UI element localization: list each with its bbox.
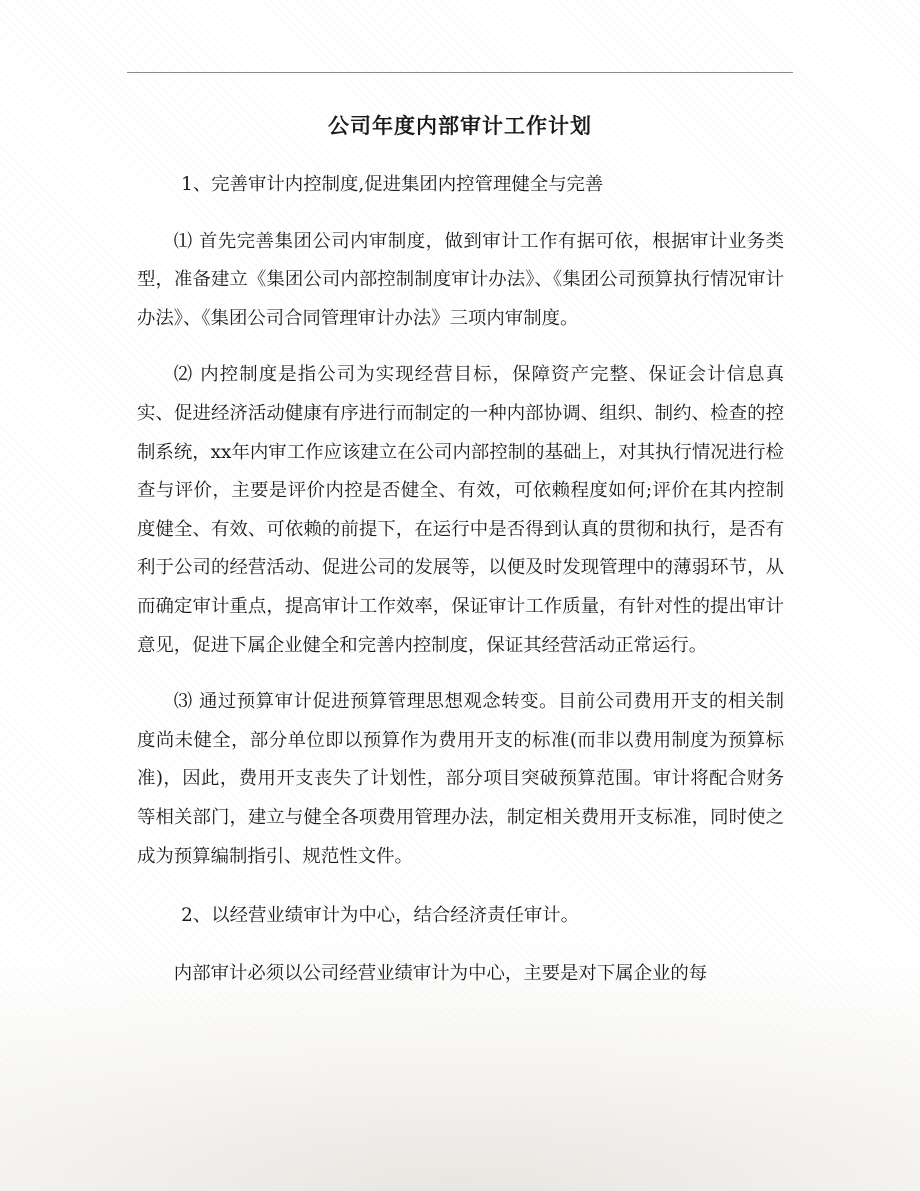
header-rule [127,72,793,73]
document-title: 公司年度内部审计工作计划 [328,113,592,138]
paragraph-2-1: 内部审计必须以公司经营业绩审计为中心，主要是对下属企业的每 [173,962,708,984]
paragraph-1-1: ⑴ 首先完善集团公司内审制度，做到审计工作有据可依，根据审计业务类型，准备建立《集团公司内部控制制度审计办法》、《集团公司预算执行情况审计办法》、《集团公司合同管理审计办法》三项内审制度。 [137,230,784,329]
document-body [137,166,784,993]
paragraph-1-3: ⑶ 通过预算审计促进预算管理思想观念转变。目前公司费用开支的相关制度尚未健全，部分单位即以预算作为费用开支的标准(而非以费用制度为预算标准)，因此，费用开支丧失了计划性，部分项目突破预算范围。审计将配合财务等相关部门，建立与健全各项费用管理办法，制定相关费用开支标准，同时使之成为预算编制指引、规范性文件。 [137,691,784,867]
section-heading-2: 2、以经营业绩审计为中心，结合经济责任审计。 [181,905,580,927]
paragraph-1-2: ⑵ 内控制度是指公司为实现经营目标，保障资产完整、保证会计信息真实、促进经济活动健康有序进行而制定的一种内部协调、组织、制约、检查的控制系统，xx年内审工作应该建立在公司内部控制的基础上，对其执行情况进行检查与评价，主要是评价内控是否健全、有效，可依赖程度如何;评价在其内控制度健全、有效、可依赖的前提下，在运行中是否得到认真的贯彻和执行，是否有利于公司的经营活动、促进公司的发展等，以便及时发现管理中的薄弱环节，从而确定审计重点，提高审计工作效率，保证审计工作质量，有针对性的提出审计意见，促进下属企业健全和完善内控制度，保证其经营活动正常运行。 [137,364,784,656]
section-heading-1: 1、完善审计内控制度,促进集团内控管理健全与完善 [181,174,604,195]
